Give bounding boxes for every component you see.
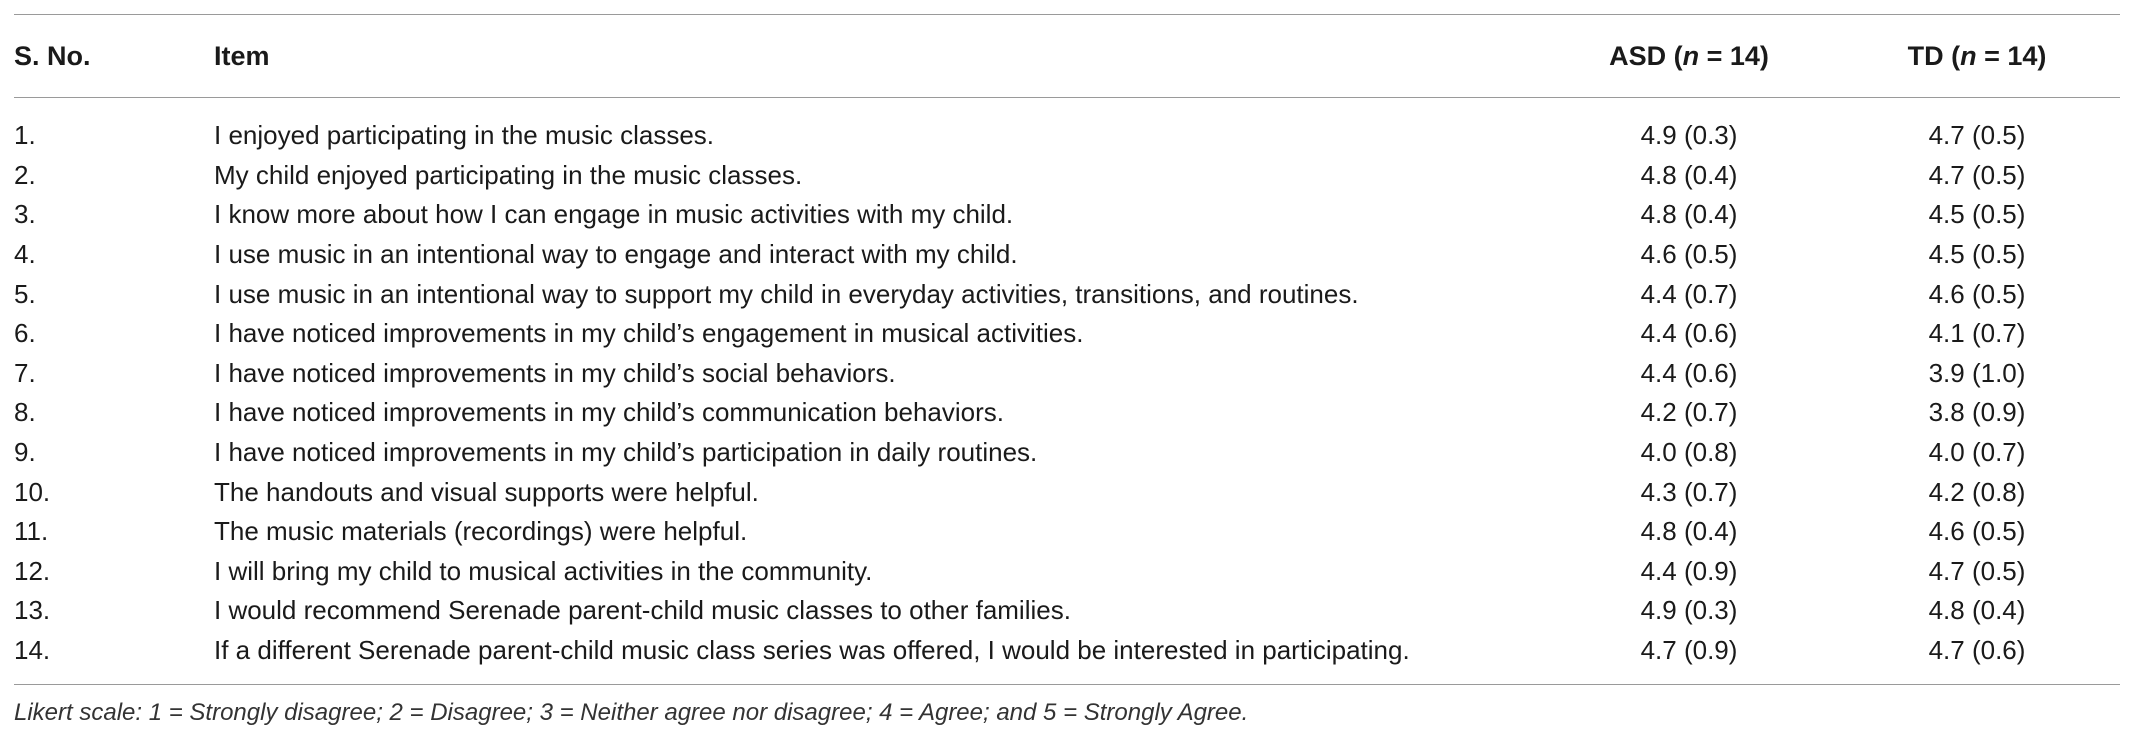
- table-row: [14, 393, 2120, 433]
- cell-sno: 4.: [14, 239, 36, 270]
- cell-item: The music materials (recordings) were helpful.: [214, 516, 748, 547]
- table-row: [14, 552, 2120, 592]
- cell-asd: 4.8 (0.4): [1640, 199, 1738, 230]
- cell-sno: 7.: [14, 357, 36, 388]
- cell-td: 4.5 (0.5): [1928, 239, 2026, 270]
- table-row: [14, 156, 2120, 196]
- cell-td: 4.0 (0.7): [1928, 437, 2026, 468]
- cell-item: I use music in an intentional way to support my child in everyday activities, transitions, and routines.: [214, 278, 1359, 309]
- cell-asd: 4.4 (0.6): [1640, 357, 1738, 388]
- header-td: [1834, 15, 2120, 98]
- cell-item: The handouts and visual supports were helpful.: [214, 476, 759, 507]
- cell-td: 4.7 (0.6): [1928, 635, 2026, 666]
- header-asd: [1544, 15, 1834, 98]
- table-row: [14, 433, 2120, 473]
- table-row: [14, 98, 2120, 156]
- table-row: [14, 512, 2120, 552]
- header-td-suffix: = 14): [1976, 40, 2047, 71]
- cell-asd: 4.2 (0.7): [1640, 397, 1738, 428]
- header-td-n: n: [1960, 40, 1977, 71]
- header-item: Item: [214, 40, 270, 71]
- cell-item: I know more about how I can engage in music activities with my child.: [214, 199, 1014, 230]
- table-row: [14, 591, 2120, 631]
- cell-td: 4.7 (0.5): [1928, 120, 2026, 151]
- cell-item: I have noticed improvements in my child’s participation in daily routines.: [214, 437, 1038, 468]
- header-asd-suffix: = 14): [1699, 40, 1769, 71]
- cell-asd: 4.4 (0.9): [1640, 555, 1738, 586]
- cell-td: 4.1 (0.7): [1928, 318, 2026, 349]
- cell-sno: 10.: [14, 476, 51, 507]
- cell-asd: 4.0 (0.8): [1640, 437, 1738, 468]
- cell-td: 4.6 (0.5): [1928, 278, 2026, 309]
- table-row: [14, 472, 2120, 512]
- cell-item: If a different Serenade parent-child music class series was offered, I would be interested in participating.: [214, 635, 1410, 666]
- cell-asd: 4.8 (0.4): [1640, 516, 1738, 547]
- table-row: [14, 235, 2120, 275]
- header-row: [14, 15, 2120, 98]
- cell-sno: 2.: [14, 159, 36, 190]
- cell-sno: 3.: [14, 199, 36, 230]
- cell-item: I use music in an intentional way to engage and interact with my child.: [214, 239, 1018, 270]
- cell-td: 4.2 (0.8): [1928, 476, 2026, 507]
- header-asd-n: n: [1682, 40, 1700, 71]
- survey-results-table: [14, 15, 2120, 684]
- cell-sno: 8.: [14, 397, 36, 428]
- cell-asd: 4.9 (0.3): [1640, 120, 1738, 151]
- table-row: [14, 314, 2120, 354]
- table-row: [14, 354, 2120, 394]
- cell-item: I have noticed improvements in my child’s engagement in musical activities.: [214, 318, 1084, 349]
- cell-asd: 4.4 (0.7): [1640, 278, 1738, 309]
- table-row: [14, 195, 2120, 235]
- cell-item: My child enjoyed participating in the music classes.: [214, 159, 803, 190]
- cell-td: 4.7 (0.5): [1928, 159, 2026, 190]
- table-row: [14, 631, 2120, 685]
- cell-td: 4.6 (0.5): [1928, 516, 2026, 547]
- cell-item: I have noticed improvements in my child’s communication behaviors.: [214, 397, 1004, 428]
- cell-item: I would recommend Serenade parent-child music classes to other families.: [214, 595, 1071, 626]
- cell-item: I will bring my child to musical activities in the community.: [214, 555, 873, 586]
- cell-td: 4.7 (0.5): [1928, 555, 2026, 586]
- cell-td: 4.8 (0.4): [1928, 595, 2026, 626]
- header-td-prefix: TD (: [1907, 40, 1961, 71]
- cell-td: 3.9 (1.0): [1928, 357, 2026, 388]
- cell-td: 4.5 (0.5): [1928, 199, 2026, 230]
- cell-asd: 4.7 (0.9): [1640, 635, 1738, 666]
- cell-sno: 1.: [14, 120, 36, 151]
- survey-table-container: [14, 14, 2120, 727]
- cell-asd: 4.6 (0.5): [1640, 239, 1738, 270]
- cell-sno: 5.: [14, 278, 36, 309]
- cell-sno: 14.: [14, 635, 51, 666]
- cell-sno: 13.: [14, 595, 51, 626]
- cell-asd: 4.3 (0.7): [1640, 476, 1738, 507]
- cell-item: I enjoyed participating in the music classes.: [214, 120, 715, 151]
- cell-td: 3.8 (0.9): [1928, 397, 2026, 428]
- table-footnote: Likert scale: 1 = Strongly disagree; 2 = Disagree; 3 = Neither agree nor disagree; 4 = Agree; and 5 = Strongly Agree.: [14, 699, 1249, 727]
- cell-asd: 4.8 (0.4): [1640, 159, 1738, 190]
- cell-item: I have noticed improvements in my child’s social behaviors.: [214, 357, 896, 388]
- header-sno: S. No.: [14, 40, 91, 71]
- header-asd-prefix: ASD (: [1609, 40, 1683, 71]
- cell-sno: 12.: [14, 555, 51, 586]
- cell-sno: 9.: [14, 437, 36, 468]
- cell-asd: 4.4 (0.6): [1640, 318, 1738, 349]
- table-row: [14, 274, 2120, 314]
- cell-sno: 6.: [14, 318, 36, 349]
- cell-sno: 11.: [14, 516, 49, 547]
- cell-asd: 4.9 (0.3): [1640, 595, 1738, 626]
